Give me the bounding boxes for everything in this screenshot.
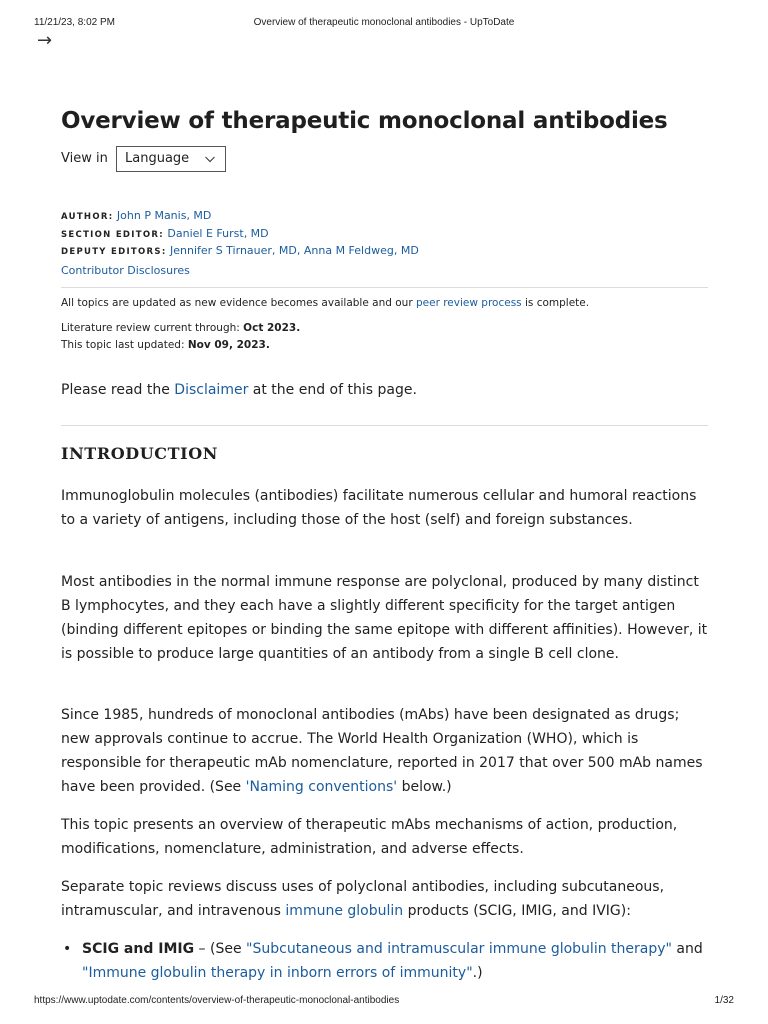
paragraph <box>61 703 708 799</box>
section-heading-introduction: INTRODUCTION <box>61 444 218 463</box>
deputy-editors-label: DEPUTY EDITORS: <box>61 247 167 257</box>
contributors <box>61 208 419 261</box>
topics-update-note <box>61 297 589 309</box>
scig-therapy-link[interactable]: "Subcutaneous and intramuscular immune globulin therapy" <box>246 941 672 957</box>
list-item <box>63 937 708 985</box>
author-label: AUTHOR: <box>61 212 114 222</box>
language-select[interactable] <box>116 146 226 172</box>
last-updated-date: Nov 09, 2023. <box>187 338 270 351</box>
bullet-icon: • <box>63 941 72 957</box>
disclaimer-text: Please read the <box>61 382 175 398</box>
paragraph <box>61 875 708 923</box>
print-page-number: 1/32 <box>714 995 734 1006</box>
print-url: https://www.uptodate.com/contents/overview-of-therapeutic-monoclonal-antibodies <box>34 995 400 1006</box>
divider <box>61 425 708 426</box>
paragraph: Immunoglobulin molecules (antibodies) facilitate numerous cellular and humoral reactions to a variety of antigens, including those of the host (self) and foreign substances. <box>61 488 697 528</box>
section-editor-link[interactable]: Daniel E Furst, MD <box>167 226 269 240</box>
chevron-down-icon <box>204 153 216 165</box>
topics-note-text-end: is complete. <box>521 297 590 309</box>
immune-globulin-link[interactable]: immune globulin <box>285 903 404 919</box>
bullet-text-and: and <box>671 941 703 957</box>
view-in-label: View in <box>61 151 108 166</box>
topics-note-text: All topics are updated as new evidence becomes available and our <box>61 297 416 309</box>
contributor-disclosures-link[interactable]: Contributor Disclosures <box>61 264 190 277</box>
print-doc-title: Overview of therapeutic monoclonal antibodies - UpToDate <box>253 17 515 28</box>
disclaimer-note <box>61 382 417 398</box>
paragraph: Most antibodies in the normal immune response are polyclonal, produced by many distinct B lymphocytes, and they each have a slightly different specificity for the target antigen (binding different epitopes or binding the same epitope with different affinities). However, it is possible to produce large quantities of an antibody from a single B cell clone. <box>61 574 708 662</box>
disclaimer-text-end: at the end of this page. <box>248 382 417 398</box>
deputy-editors-link[interactable]: Jennifer S Tirnauer, MD, Anna M Feldweg, MD <box>170 244 419 257</box>
author-link[interactable]: John P Manis, MD <box>116 209 212 222</box>
naming-conventions-link[interactable]: 'Naming conventions' <box>245 779 398 795</box>
paragraph-text: Separate topic reviews discuss uses of polyclonal antibodies, including subcutaneous, intramuscular, and intravenous <box>61 879 665 919</box>
paragraph-text: Since 1985, hundreds of monoclonal antibodies (mAbs) have been designated as drugs; new approvals continue to accrue. The World Health Organization (WHO), which is responsible for therapeutic mAb nomenclature, reported in 2017 that over 500 mAb names have been provided. (See <box>61 707 703 795</box>
disclaimer-link[interactable]: Disclaimer <box>174 382 249 398</box>
print-datetime: 11/21/23, 8:02 PM <box>34 17 115 28</box>
last-updated-label: This topic last updated: <box>61 338 188 351</box>
arrow-right-icon[interactable]: → <box>37 30 53 51</box>
immune-globulin-inborn-errors-link[interactable]: "Immune globulin therapy in inborn errors of immunity" <box>82 965 473 981</box>
paragraph: This topic presents an overview of therapeutic mAbs mechanisms of action, production, modifications, nomenclature, administration, and adverse effects. <box>61 817 678 857</box>
lit-review-label: Literature review current through: <box>61 322 244 334</box>
lit-review-date: Oct 2023. <box>243 322 301 334</box>
page-title: Overview of therapeutic monoclonal antibodies <box>61 108 668 134</box>
section-editor-label: SECTION EDITOR: <box>61 229 164 240</box>
bullet-title: SCIG and IMIG <box>82 941 195 957</box>
language-select-value: Language <box>125 151 190 166</box>
paragraph-text-end: below.) <box>397 779 452 795</box>
peer-review-link[interactable]: peer review process <box>415 297 522 309</box>
paragraph-text-end: products (SCIG, IMIG, and IVIG): <box>403 903 631 919</box>
bullet-text-end: .) <box>472 965 483 981</box>
bullet-text: – (See <box>194 941 247 957</box>
divider <box>61 287 708 288</box>
review-dates <box>61 320 300 353</box>
